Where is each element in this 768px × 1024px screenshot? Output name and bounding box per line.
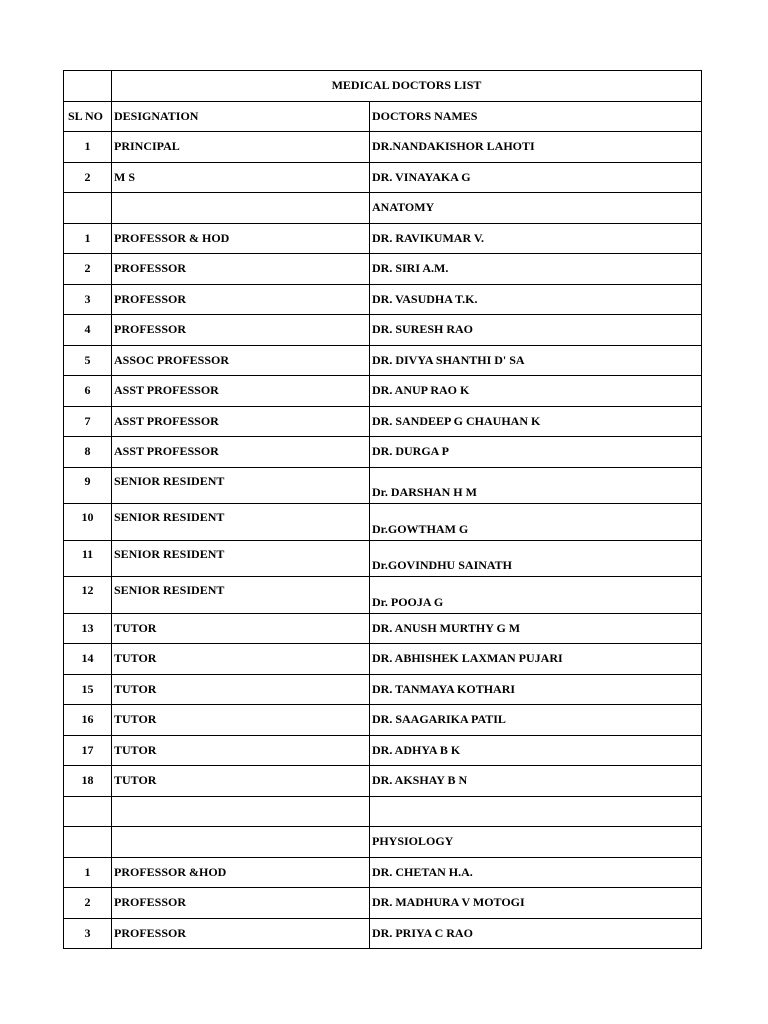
sl-no-cell: 15 [64, 674, 112, 705]
doctor-name-cell: DR. RAVIKUMAR V. [370, 223, 702, 254]
table-body [64, 71, 702, 949]
doctor-name-cell [370, 796, 702, 827]
table-row [64, 577, 702, 614]
sl-no-cell: 1 [64, 132, 112, 163]
designation-cell: SENIOR RESIDENT [112, 540, 370, 577]
doctor-name-cell: DR. CHETAN H.A. [370, 857, 702, 888]
sl-no-cell: 2 [64, 162, 112, 193]
designation-cell: SENIOR RESIDENT [112, 504, 370, 541]
table-row [64, 254, 702, 285]
designation-cell: PROFESSOR &HOD [112, 857, 370, 888]
table-row [64, 735, 702, 766]
sl-no-cell [64, 827, 112, 858]
sl-no-cell: 13 [64, 613, 112, 644]
doctor-name-cell: DR. ABHISHEK LAXMAN PUJARI [370, 644, 702, 675]
table-row [64, 284, 702, 315]
table-row [64, 504, 702, 541]
table-row [64, 766, 702, 797]
table-row [64, 467, 702, 504]
designation-cell: SENIOR RESIDENT [112, 467, 370, 504]
sl-no-cell: 8 [64, 437, 112, 468]
designation-cell: PROFESSOR & HOD [112, 223, 370, 254]
header-designation: DESIGNATION [112, 101, 370, 132]
table-row [64, 796, 702, 827]
designation-cell: TUTOR [112, 644, 370, 675]
designation-cell: TUTOR [112, 674, 370, 705]
designation-cell: ASST PROFESSOR [112, 376, 370, 407]
doctor-name-cell: Dr. DARSHAN H M [370, 467, 702, 504]
doctor-name-cell: DR. SURESH RAO [370, 315, 702, 346]
designation-cell: PRINCIPAL [112, 132, 370, 163]
sl-no-cell: 14 [64, 644, 112, 675]
sl-no-cell: 16 [64, 705, 112, 736]
page-title: MEDICAL DOCTORS LIST [112, 71, 702, 102]
title-row [64, 71, 702, 102]
designation-cell: PROFESSOR [112, 918, 370, 949]
table-row [64, 376, 702, 407]
designation-cell: ASSOC PROFESSOR [112, 345, 370, 376]
table-row [64, 918, 702, 949]
sl-no-cell: 17 [64, 735, 112, 766]
designation-cell: PROFESSOR [112, 254, 370, 285]
table-row [64, 406, 702, 437]
doctor-name-cell: DR.NANDAKISHOR LAHOTI [370, 132, 702, 163]
sl-no-cell: 2 [64, 254, 112, 285]
doctor-name-cell: DR. AKSHAY B N [370, 766, 702, 797]
sl-no-cell: 4 [64, 315, 112, 346]
table-row [64, 857, 702, 888]
sl-no-cell: 1 [64, 857, 112, 888]
table-row [64, 345, 702, 376]
sl-no-cell: 7 [64, 406, 112, 437]
designation-cell: TUTOR [112, 613, 370, 644]
sl-no-cell: 11 [64, 540, 112, 577]
designation-cell: TUTOR [112, 766, 370, 797]
designation-cell: ASST PROFESSOR [112, 406, 370, 437]
sl-no-cell: 10 [64, 504, 112, 541]
doctor-name-cell: DR. ANUP RAO K [370, 376, 702, 407]
doctor-name-cell: DR. MADHURA V MOTOGI [370, 888, 702, 919]
header-row [64, 101, 702, 132]
doctor-name-cell: DR. ANUSH MURTHY G M [370, 613, 702, 644]
doctor-name-cell: DR. SIRI A.M. [370, 254, 702, 285]
doctor-name-cell: ANATOMY [370, 193, 702, 224]
sl-no-cell: 18 [64, 766, 112, 797]
table-row [64, 540, 702, 577]
header-sl-no: SL NO [64, 101, 112, 132]
doctor-name-cell: DR. SAAGARIKA PATIL [370, 705, 702, 736]
designation-cell: TUTOR [112, 705, 370, 736]
doctor-name-cell: Dr. POOJA G [370, 577, 702, 614]
designation-cell [112, 796, 370, 827]
designation-cell: PROFESSOR [112, 315, 370, 346]
doctor-name-cell: PHYSIOLOGY [370, 827, 702, 858]
table-row [64, 613, 702, 644]
designation-cell: PROFESSOR [112, 284, 370, 315]
designation-cell: M S [112, 162, 370, 193]
table-row [64, 315, 702, 346]
designation-cell: TUTOR [112, 735, 370, 766]
table-row [64, 705, 702, 736]
designation-cell [112, 827, 370, 858]
table-row [64, 193, 702, 224]
table-row [64, 437, 702, 468]
designation-cell: PROFESSOR [112, 888, 370, 919]
sl-no-cell: 2 [64, 888, 112, 919]
table-row [64, 644, 702, 675]
header-doctors-names: DOCTORS NAMES [370, 101, 702, 132]
sl-no-cell: 1 [64, 223, 112, 254]
table-row [64, 223, 702, 254]
title-spacer-cell [64, 71, 112, 102]
table-row [64, 162, 702, 193]
doctor-name-cell: DR. VINAYAKA G [370, 162, 702, 193]
table-row [64, 827, 702, 858]
doctors-list-table [63, 70, 702, 949]
doctor-name-cell: DR. PRIYA C RAO [370, 918, 702, 949]
sl-no-cell: 5 [64, 345, 112, 376]
doctor-name-cell: DR. TANMAYA KOTHARI [370, 674, 702, 705]
doctor-name-cell: Dr.GOVINDHU SAINATH [370, 540, 702, 577]
designation-cell: ASST PROFESSOR [112, 437, 370, 468]
designation-cell: SENIOR RESIDENT [112, 577, 370, 614]
designation-cell [112, 193, 370, 224]
sl-no-cell: 3 [64, 284, 112, 315]
sl-no-cell [64, 796, 112, 827]
doctor-name-cell: DR. DURGA P [370, 437, 702, 468]
doctor-name-cell: Dr.GOWTHAM G [370, 504, 702, 541]
sl-no-cell: 3 [64, 918, 112, 949]
table-row [64, 132, 702, 163]
doctor-name-cell: DR. SANDEEP G CHAUHAN K [370, 406, 702, 437]
doctor-name-cell: DR. DIVYA SHANTHI D' SA [370, 345, 702, 376]
table-row [64, 674, 702, 705]
doctor-name-cell: DR. VASUDHA T.K. [370, 284, 702, 315]
sl-no-cell: 9 [64, 467, 112, 504]
sl-no-cell [64, 193, 112, 224]
table-row [64, 888, 702, 919]
sl-no-cell: 12 [64, 577, 112, 614]
sl-no-cell: 6 [64, 376, 112, 407]
doctor-name-cell: DR. ADHYA B K [370, 735, 702, 766]
